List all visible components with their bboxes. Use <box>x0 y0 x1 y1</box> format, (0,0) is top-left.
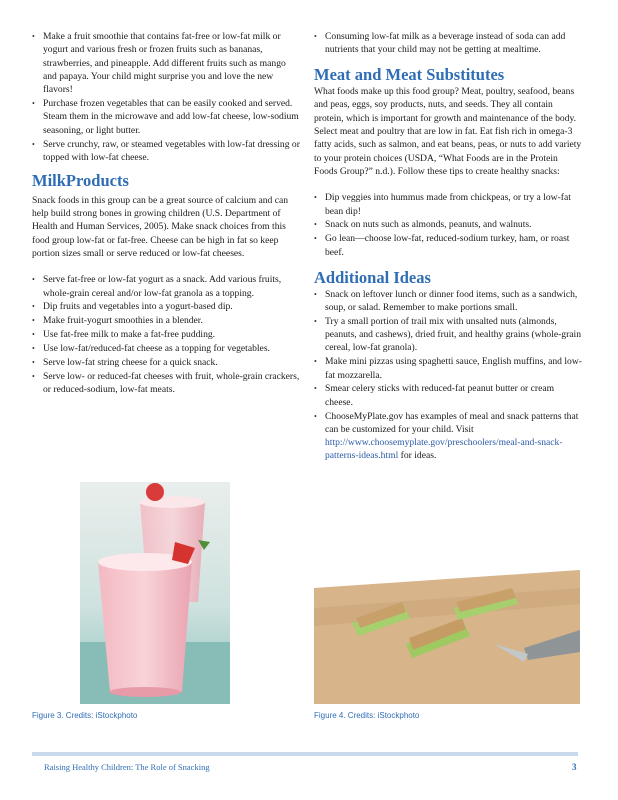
list-item: • Use low-fat/reduced-fat cheese as a topping for vegetables. <box>32 342 302 355</box>
list-item: • Snack on nuts such as almonds, peanuts, and walnuts. <box>314 218 582 231</box>
additional-ideas-heading: Additional Ideas <box>314 267 431 287</box>
milk-intro-paragraph: Snack foods in this group can be a great source of calcium and can help build strong bones in growing children (U.S. Department of Health and Human Services, 2005). Make snack choices from this food group low-fat or fat-free. Cheese can be high in fat so keep portion sizes small or serve reduced or low-fat cheeses. <box>32 194 289 259</box>
myplate-text: ChooseMyPlate.gov has examples of meal and snack patterns that can be customized for your child. Visit <box>325 410 579 435</box>
meat-tips-list <box>314 191 582 259</box>
list-item: • Serve crunchy, raw, or steamed vegetables with low-fat dressing or topped with low-fat cheese. <box>32 138 302 165</box>
right-column <box>314 30 582 463</box>
left-column <box>32 30 302 397</box>
list-item: • Snack on leftover lunch or dinner food items, such as a sandwich, soup, or salad. Remember to make portions small. <box>314 288 582 315</box>
smoothie-photo <box>80 482 230 704</box>
myplate-link[interactable]: http://www.choosemyplate.gov/preschoolers/meal-and-snack-patterns-ideas.html <box>325 437 563 462</box>
figure-3-caption: Figure 3. Credits: iStockphoto <box>32 711 138 720</box>
milk-continued-list <box>314 30 582 57</box>
figure-4-caption: Figure 4. Credits: iStockphoto <box>314 711 420 720</box>
meat-intro-paragraph: What foods make up this food group? Meat, poultry, seafood, beans and peas, eggs, soy products, nuts, and seeds. They all contain protein, which is important for growth and maintenance of the body. Select meat and poultry that are low in fat. Eat fish rich in omega-3 fatty acids, such as salmon, and eat beans, peas, or nuts to add variety to your protein choices (USDA, “What Foods are in the Protein Foods Group?” n.d.). Follow these tips to create healthy snacks: <box>314 86 582 177</box>
list-item: • Go lean—choose low-fat, reduced-sodium turkey, ham, or roast beef. <box>314 232 582 259</box>
list-item: • Serve low-fat string cheese for a quick snack. <box>32 356 302 369</box>
list-item: • Serve fat-free or low-fat yogurt as a snack. Add various fruits, whole-grain cereal and/or low-fat granola as a topping. <box>32 273 302 300</box>
celery-illustration <box>314 548 580 704</box>
list-item: • Use fat-free milk to make a fat-free pudding. <box>32 328 302 341</box>
list-item: • Smear celery sticks with reduced-fat peanut butter or cream cheese. <box>314 382 582 409</box>
ideas-list <box>314 288 582 463</box>
footer-rule <box>32 752 578 756</box>
page-number: 3 <box>572 762 577 772</box>
list-item: • Purchase frozen vegetables that can be easily cooked and served. Steam them in the microwave and add low-fat cheese, low-sodium seasoning, or light butter. <box>32 97 302 137</box>
celery-photo <box>314 548 580 704</box>
list-item: • Make mini pizzas using spaghetti sauce, English muffins, and low-fat mozzarella. <box>314 355 582 382</box>
smoothie-illustration <box>80 482 230 704</box>
milk-tips-list <box>32 273 302 396</box>
milk-products-heading: MilkProducts <box>32 170 129 190</box>
list-item: • Dip veggies into hummus made from chickpeas, or try a low-fat bean dip! <box>314 191 582 218</box>
fruit-tips-list <box>32 30 302 164</box>
list-item: • Dip fruits and vegetables into a yogurt-based dip. <box>32 300 302 313</box>
myplate-suffix: for ideas. <box>398 450 437 462</box>
list-item <box>314 410 582 463</box>
list-item: • Make a fruit smoothie that contains fat-free or low-fat milk or yogurt and various fresh or frozen fruits such as bananas, strawberries, and pineapple. Add different fruits such as mango and papaya. Your child might surprise you and love the new flavors! <box>32 30 302 96</box>
footer-title: Raising Healthy Children: The Role of Snacking <box>44 762 210 772</box>
meat-heading: Meat and Meat Substitutes <box>314 65 505 85</box>
list-item: • Serve low- or reduced-fat cheeses with fruit, whole-grain crackers, or reduced-sodium, low-fat meats. <box>32 370 302 397</box>
list-item: • Try a small portion of trail mix with unsalted nuts (almonds, peanuts, and cashews), dried fruit, and healthy grains (whole-grain cereal, low-fat granola). <box>314 315 582 355</box>
list-item: • Consuming low-fat milk as a beverage instead of soda can add nutrients that your child may not be getting at mealtime. <box>314 30 582 57</box>
list-item: • Make fruit-yogurt smoothies in a blender. <box>32 314 302 327</box>
